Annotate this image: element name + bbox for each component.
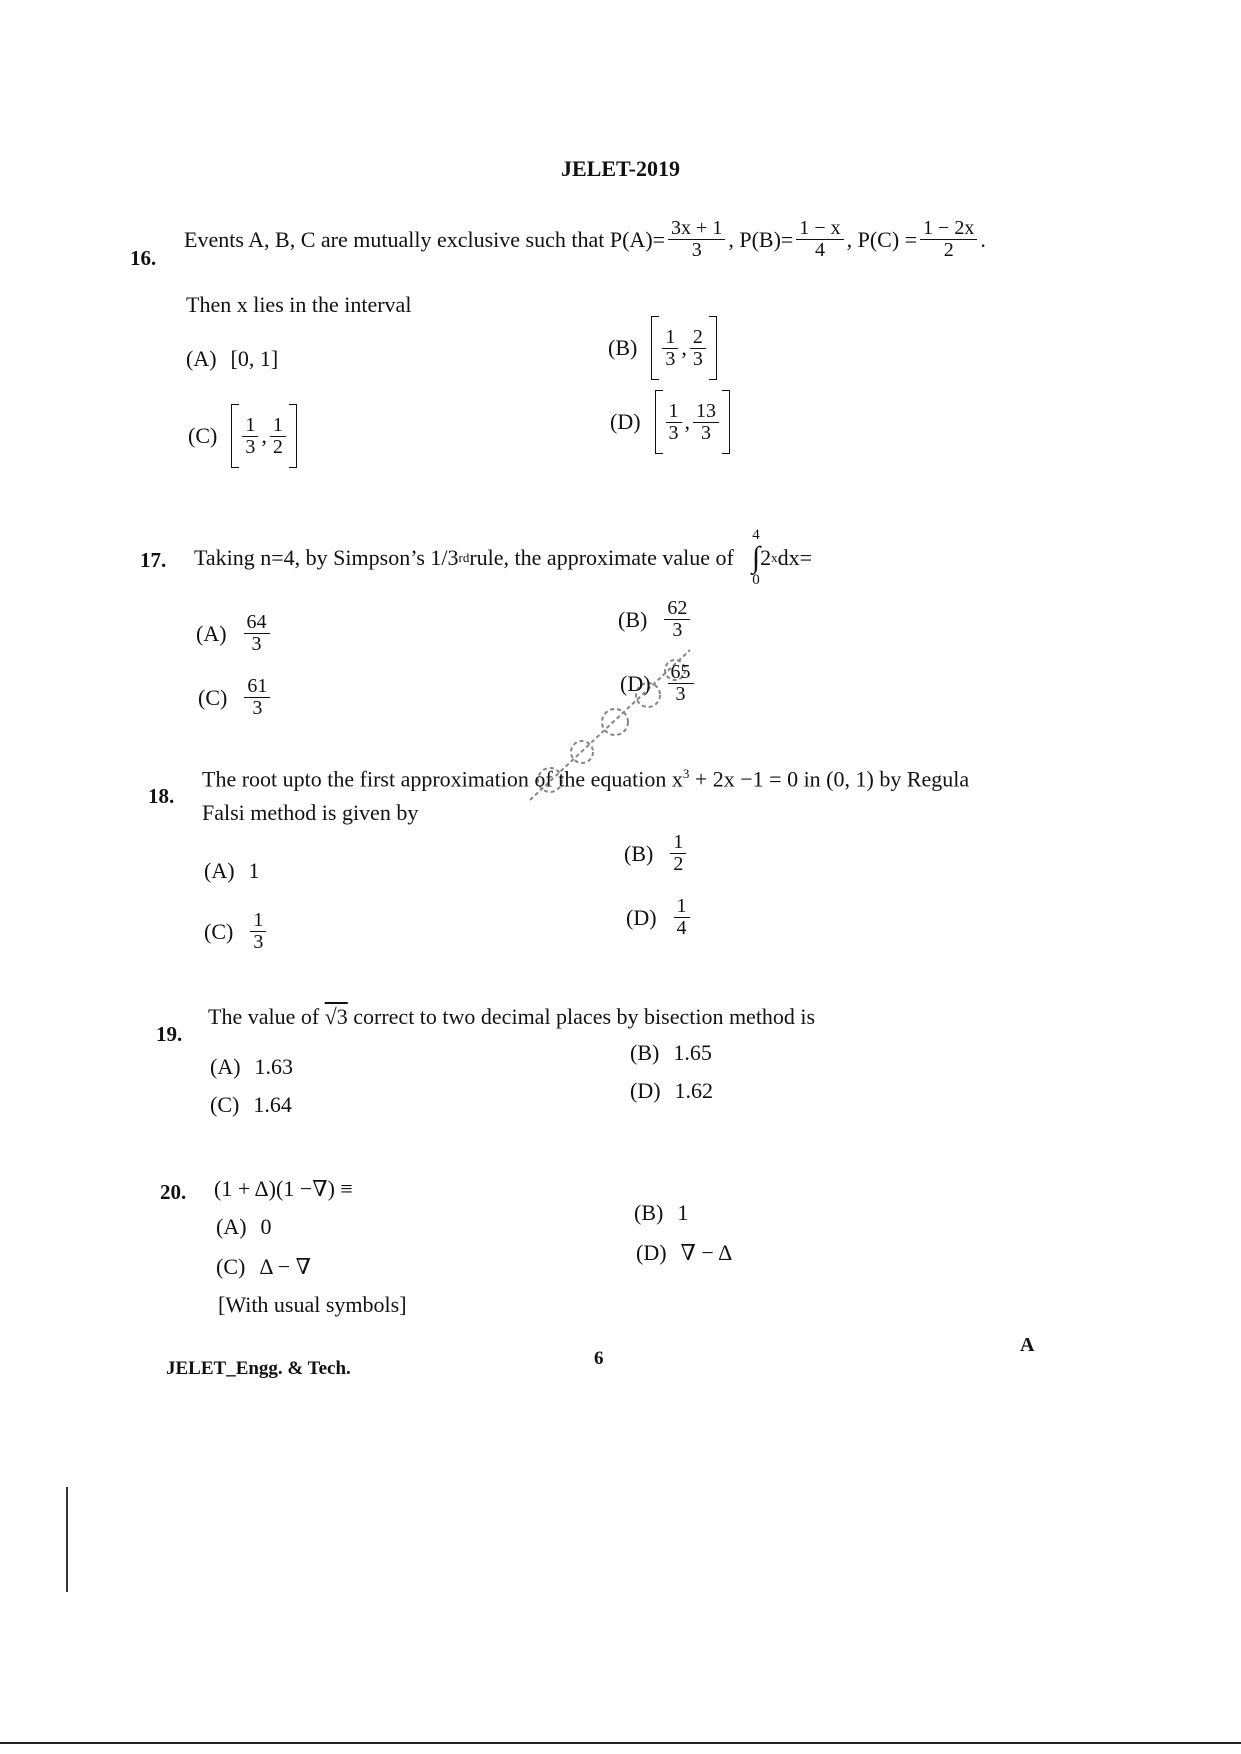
q17-b-frac: [664, 598, 690, 641]
question-17-stem: [194, 528, 812, 588]
q19-option-a-text: 1.63: [254, 1054, 294, 1079]
q18-line1-after: + 2x −1 = 0 in (0, 1) by Regula: [689, 766, 970, 792]
page-number: 6: [594, 1348, 604, 1369]
q20-option-a[interactable]: [216, 1214, 272, 1240]
q16-pb-label: , P(B)=: [728, 226, 794, 252]
q20-option-c-text: Δ − ∇: [259, 1254, 312, 1279]
q16-d-d1: 3: [668, 421, 679, 444]
q16-b-d2: 3: [692, 347, 703, 370]
q18-b-den: 2: [673, 853, 684, 875]
q16-option-a[interactable]: [186, 346, 278, 372]
left-bracket: [231, 404, 239, 468]
q17-integrand-tail: dx=: [777, 545, 812, 570]
q18-c-den: 3: [253, 931, 264, 953]
q19-option-d-label: (D): [630, 1078, 661, 1103]
q19-option-b-label: (B): [630, 1040, 660, 1065]
q19-option-b-text: 1.65: [673, 1040, 712, 1065]
integral-upper-limit: 4: [752, 527, 760, 543]
stamp-watermark-icon: [470, 640, 770, 820]
q19-option-c[interactable]: [210, 1092, 292, 1118]
set-code: A: [1020, 1334, 1035, 1356]
q19-after: correct to two decimal places by bisection method is: [347, 1004, 816, 1029]
q18-option-c[interactable]: [204, 910, 269, 953]
q16-b-frac1: [662, 327, 678, 370]
question-19-stem: [208, 1004, 815, 1030]
q16-option-b-interval: $\frac{1}{3}$ , $\frac{2}{3}$: [651, 316, 717, 380]
question-16-stem: [184, 218, 986, 261]
q17-option-b[interactable]: [618, 598, 693, 641]
q17-c-frac: [244, 676, 270, 719]
q16-pa-fraction: [668, 218, 725, 261]
right-bracket: [722, 390, 730, 454]
q20-option-d-label: (D): [636, 1240, 667, 1265]
q20-note: [With usual symbols]: [218, 1292, 407, 1317]
q16-pb-fraction: [796, 218, 843, 261]
q16-pc-fraction: [920, 218, 977, 261]
q17-a-num: 64: [244, 612, 270, 634]
q16-b-n1: 1: [662, 327, 678, 349]
q18-option-b-label: (B): [624, 840, 654, 866]
question-17-number: 17.: [140, 548, 167, 572]
q16-d-frac2: [693, 401, 719, 444]
q20-option-b-text: 1: [677, 1200, 689, 1225]
q17-b-num: 62: [664, 598, 690, 620]
q19-option-c-label: (C): [210, 1092, 240, 1117]
q18-option-a-text: 1: [248, 858, 260, 883]
question-20-stem: (1 + Δ)(1 −∇) ≡: [214, 1176, 353, 1201]
question-20-number: 20.: [160, 1180, 187, 1204]
q20-option-c[interactable]: [216, 1254, 311, 1280]
q17-option-a[interactable]: [196, 612, 273, 655]
q18-line1-exp: 3: [682, 766, 690, 781]
q20-option-a-label: (A): [216, 1214, 247, 1239]
q19-before: The value of: [208, 1004, 325, 1029]
q18-line1-before: The root upto the first approximation of the equation x: [202, 766, 683, 792]
margin-mark: [66, 1487, 68, 1592]
left-bracket: [655, 390, 663, 454]
q16-pa-den: 3: [691, 239, 702, 261]
bottom-rule: [0, 1742, 1241, 1744]
q18-option-b[interactable]: [624, 832, 689, 875]
q17-text-before: Taking n=4, by Simpson’s 1/3: [194, 545, 459, 570]
q16-pc-label: , P(C) =: [846, 226, 918, 252]
q17-option-a-label: (A): [196, 620, 227, 646]
q17-d-den: 3: [675, 683, 686, 705]
q17-a-den: 3: [251, 633, 262, 655]
q18-option-d-label: (D): [626, 904, 657, 930]
q20-option-b-label: (B): [634, 1200, 664, 1225]
q16-pb-num: 1 − x: [796, 218, 843, 240]
q16-c-d1: 3: [245, 435, 256, 458]
q19-option-a-label: (A): [210, 1054, 241, 1079]
q18-d-num: 1: [674, 896, 690, 918]
question-18-line1: [202, 766, 969, 792]
q16-pc-den: 2: [943, 239, 954, 261]
question-18-number: 18.: [148, 784, 175, 808]
q19-option-d[interactable]: [630, 1078, 713, 1104]
q16-pa-num: 3x + 1: [668, 218, 725, 240]
q16-option-a-label: (A): [186, 346, 217, 371]
q16-option-c-label: (C): [188, 423, 218, 448]
q16-option-c-interval: $\frac{1}{3}$ , $\frac{1}{2}$: [231, 404, 297, 468]
q18-option-c-label: (C): [204, 918, 234, 944]
q19-option-b[interactable]: [630, 1040, 712, 1066]
q17-option-c[interactable]: [198, 676, 273, 719]
q16-d-d2: 3: [701, 421, 712, 444]
right-bracket: [289, 404, 297, 468]
q16-c-d2: 2: [272, 435, 283, 458]
q18-c-frac: [250, 910, 266, 953]
q16-option-d-label: (D): [610, 409, 641, 434]
q16-c-n2: 1: [270, 415, 286, 437]
q17-option-d-label: (D): [620, 670, 651, 696]
q17-text-after: rule, the approximate value of: [469, 545, 734, 570]
q20-option-d[interactable]: [636, 1240, 732, 1266]
q18-option-d[interactable]: [626, 896, 693, 939]
q17-d-num: 65: [668, 662, 694, 684]
q20-option-a-text: 0: [260, 1214, 272, 1239]
q17-integrand-exp: x: [771, 550, 778, 565]
integral-lower-limit: 0: [752, 572, 760, 588]
q16-option-b[interactable]: [608, 316, 717, 380]
q16-option-d[interactable]: [610, 390, 730, 454]
q17-c-den: 3: [252, 697, 263, 719]
q18-b-frac: [670, 832, 686, 875]
q16-c-n1: 1: [242, 415, 258, 437]
q16-option-d-interval: $\frac{1}{3}$ , $\frac{13}{3}$: [655, 390, 731, 454]
q16-d-n1: 1: [666, 401, 682, 423]
q16-c-frac1: [242, 415, 258, 458]
q16-option-a-text: [0, 1]: [230, 346, 279, 371]
q16-pc-num: 1 − 2x: [920, 218, 977, 240]
q17-b-den: 3: [672, 619, 683, 641]
q17-option-b-label: (B): [618, 606, 648, 632]
q20-option-c-label: (C): [216, 1254, 246, 1279]
q17-integrand: 2: [760, 545, 772, 570]
q18-option-a[interactable]: [204, 858, 260, 884]
q20-option-b[interactable]: [634, 1200, 688, 1226]
q16-option-b-label: (B): [608, 335, 638, 360]
q17-sup: rd: [458, 550, 470, 565]
integral-sign: [752, 528, 760, 588]
q16-c-frac2: [270, 415, 286, 458]
q16-b-frac2: [690, 327, 706, 370]
q16-d-frac1: [666, 401, 682, 444]
q19-root: √3: [324, 1004, 348, 1029]
left-bracket: [651, 316, 659, 380]
q17-a-frac: [244, 612, 270, 655]
q20-option-d-text: ∇ − Δ: [680, 1240, 733, 1265]
page-header: JELET-2019: [560, 156, 680, 181]
q16-b-d1: 3: [665, 347, 676, 370]
right-bracket: [709, 316, 717, 380]
question-18-line2: Falsi method is given by: [202, 800, 419, 825]
q16-b-n2: 2: [690, 327, 706, 349]
q16-d-n2: 13: [693, 401, 719, 423]
q17-c-num: 61: [244, 676, 270, 698]
q18-b-num: 1: [670, 832, 686, 854]
q16-option-c[interactable]: [188, 404, 297, 468]
q18-c-num: 1: [250, 910, 266, 932]
integral-symbol: ∫: [751, 541, 761, 574]
q19-option-a[interactable]: [210, 1054, 293, 1080]
q18-option-a-label: (A): [204, 858, 235, 883]
q18-d-frac: [674, 896, 690, 939]
q17-option-c-label: (C): [198, 684, 228, 710]
q16-lead: Events A, B, C are mutually exclusive such that P(A)=: [184, 226, 666, 252]
q19-option-d-text: 1.62: [674, 1078, 714, 1103]
q16-pb-den: 4: [814, 239, 825, 261]
q18-d-den: 4: [676, 917, 687, 939]
question-16-line2: Then x lies in the interval: [186, 292, 412, 317]
question-19-number: 19.: [156, 1022, 183, 1046]
footer-exam-name: JELET_Engg. & Tech.: [166, 1358, 351, 1379]
q16-end: .: [980, 226, 986, 252]
q19-option-c-text: 1.64: [253, 1092, 292, 1117]
question-16-number: 16.: [130, 246, 157, 270]
